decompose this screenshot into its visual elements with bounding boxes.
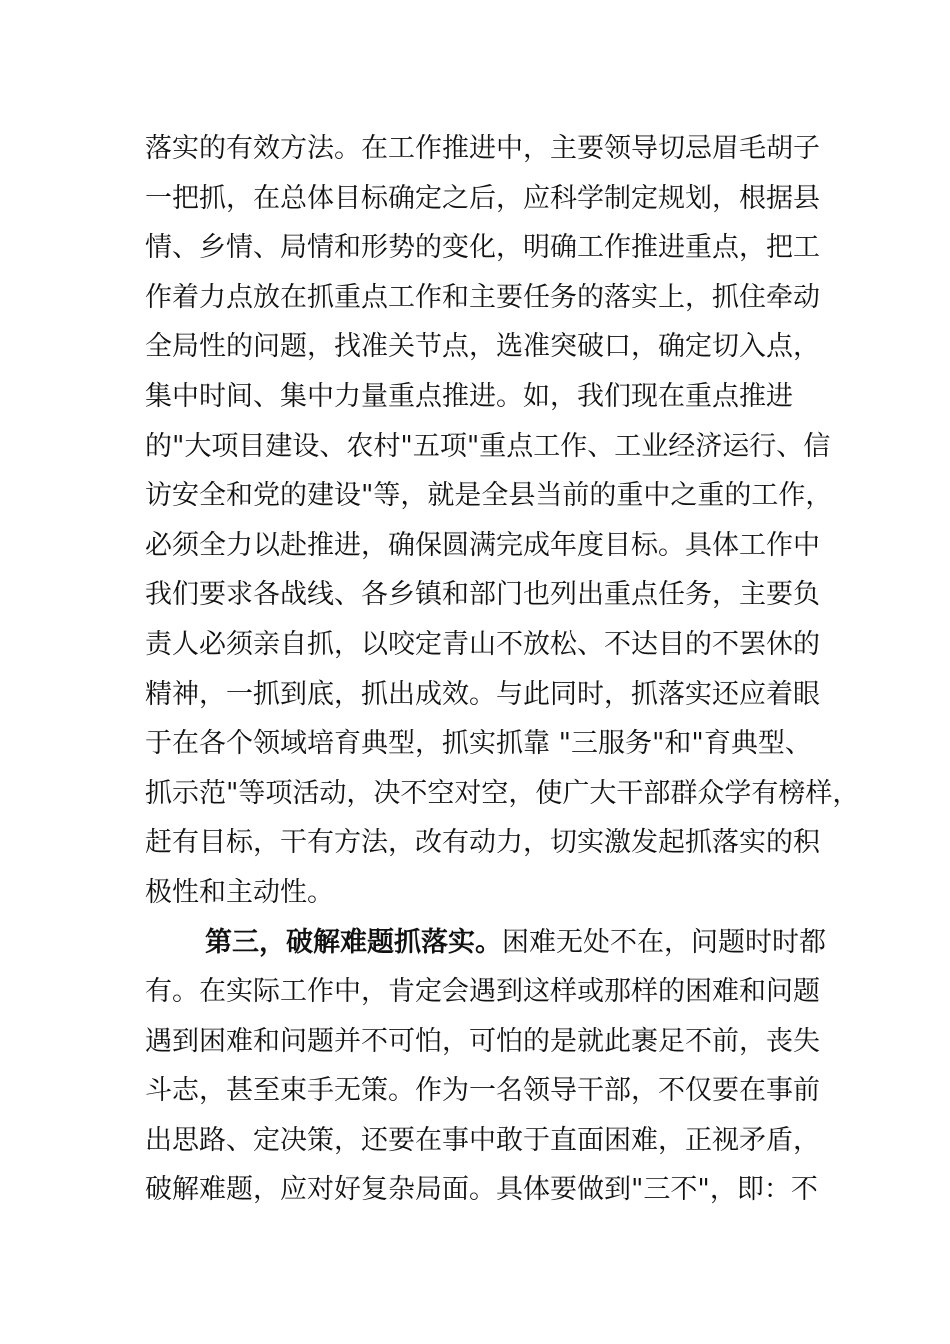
text-line: 全局性的问题，找准关节点，选准突破口，确定切入点，: [145, 331, 820, 363]
text-line: 赶有目标，干有方法，改有动力，切实激发起抓落实的积: [145, 827, 820, 859]
text-line: 极性和主动性。: [145, 876, 334, 908]
text-line: 责人必须亲自抓，以咬定青山不放松、不达目的不罢休的: [145, 628, 820, 660]
document-body: [145, 124, 860, 1215]
text-line: [145, 918, 825, 968]
text-line: 破解难题，应对好复杂局面。具体要做到"三不"，即：不: [145, 1174, 818, 1206]
text-line: 斗志，甚至束手无策。作为一名领导干部，不仅要在事前: [145, 1075, 820, 1107]
text-line: 出思路、定决策，还要在事中敢于直面困难，正视矛盾，: [145, 1124, 820, 1156]
text-line: 一把抓，在总体目标确定之后，应科学制定规划，根据县: [145, 182, 820, 214]
text-line: 于在各个领域培育典型，抓实抓靠 "三服务"和"育典型、: [145, 728, 812, 760]
text-line: 作着力点放在抓重点工作和主要任务的落实上，抓住牵动: [145, 281, 820, 313]
text-line: 遇到困难和问题并不可怕，可怕的是就此裹足不前，丧失: [145, 1025, 820, 1057]
text-line: 情、乡情、局情和形势的变化，明确工作推进重点，把工: [145, 232, 820, 264]
text-line: 的"大项目建设、农村"五项"重点工作、工业经济运行、信: [145, 430, 831, 462]
text-line: 我们要求各战线、各乡镇和部门也列出重点任务，主要负: [145, 579, 820, 611]
text-line: 抓示范"等项活动，决不空对空，使广大干部群众学有榜样，: [145, 777, 860, 809]
text-run: 困难无处不在，问题时时都: [502, 926, 826, 958]
paragraph: [145, 918, 825, 1216]
text-line: 集中时间、集中力量重点推进。如，我们现在重点推进: [145, 380, 793, 412]
text-line: 落实的有效方法。在工作推进中，主要领导切忌眉毛胡子: [145, 133, 820, 164]
text-line: 访安全和党的建设"等，就是全县当前的重中之重的工作，: [145, 480, 833, 512]
section-heading: 第三，破解难题抓落实。: [205, 926, 502, 958]
text-line: 必须全力以赴推进，确保圆满完成年度目标。具体工作中: [145, 529, 820, 561]
text-line: 有。在实际工作中，肯定会遇到这样或那样的困难和问题: [145, 976, 820, 1008]
text-line: 精神，一抓到底，抓出成效。与此同时，抓落实还应着眼: [145, 678, 820, 710]
paragraph: [145, 124, 860, 918]
